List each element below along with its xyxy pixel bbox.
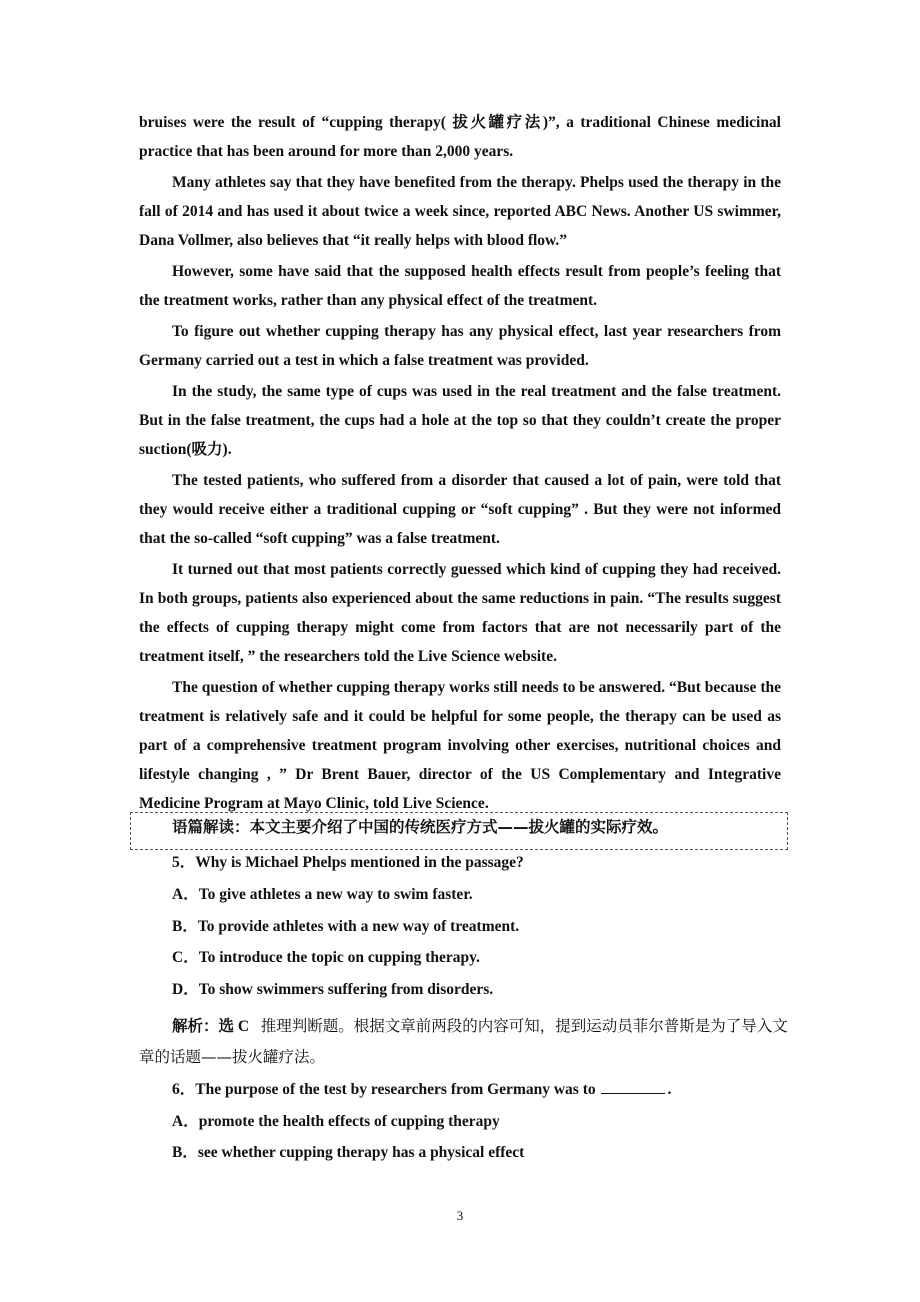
question-6-option-b: B．see whether cupping therapy has a physical effect — [172, 1144, 525, 1161]
question-5-stem: 5．Why is Michael Phelps mentioned in the passage? — [172, 854, 524, 871]
question-6-stem — [172, 1079, 671, 1101]
passage-paragraph-4: To figure out whether cupping therapy has any physical effect, last year researchers from Germany carried out a test in which a false treatment was provided. — [139, 323, 781, 369]
analysis-label: 解析： — [172, 1017, 219, 1035]
passage-body — [139, 108, 781, 820]
question-5-option-d: D．To show swimmers suffering from disorders. — [172, 981, 494, 998]
question-5-analysis — [139, 1011, 789, 1073]
question-5-option-a: A．To give athletes a new way to swim faster. — [172, 886, 473, 903]
summary-label: 语篇解读： — [172, 818, 250, 836]
passage-paragraph-5: In the study, the same type of cups was used in the real treatment and the false treatment. But in the false treatment, the cups had a hole at the top so that they couldn’t create the proper suction(吸力). — [139, 383, 781, 458]
question-6-stem-end: . — [667, 1081, 672, 1098]
passage-paragraph-6: The tested patients, who suffered from a disorder that caused a lot of pain, were told that they would receive either a traditional cupping or “soft cupping” . But they were not informed that the so-called “soft cupping” was a false treatment. — [139, 472, 781, 547]
summary-line — [172, 815, 668, 839]
passage-paragraph-8: The question of whether cupping therapy works still needs to be answered. “But because the treatment is relatively safe and it could be helpful for some people, the therapy can be used as part of a comprehensive treatment program involving other exercises, nutritional choices and lifestyle changing , ” Dr Brent Bauer, director of the US Complementary and Integrative Medicine Program at Mayo Clinic, told Live Science. — [139, 679, 781, 812]
analysis-choice: 选 C — [218, 1018, 250, 1035]
passage-paragraph-7: It turned out that most patients correctly guessed which kind of cupping they had received. In both groups, patients also experienced about the same reductions in pain. “The results suggest the effects of cupping therapy might come from factors that are not necessarily part of the treatment itself, ” the researchers told the Live Science website. — [139, 561, 781, 665]
passage-paragraph-2: Many athletes say that they have benefited from the therapy. Phelps used the therapy in the fall of 2014 and has used it about twice a week since, reported ABC News. Another US swimmer, Dana Vollmer, also believes that “it really helps with blood flow.” — [139, 174, 781, 249]
question-5-option-c: C．To introduce the topic on cupping therapy. — [172, 949, 480, 966]
passage-paragraph-3: However, some have said that the supposed health effects result from people’s feeling that the treatment works, rather than any physical effect of the treatment. — [139, 263, 781, 309]
answer-blank — [601, 1079, 665, 1094]
page-number: 3 — [456, 1208, 464, 1223]
passage-paragraph-1: bruises were the result of “cupping therapy( 拔火罐疗法)”, a traditional Chinese medicinal practice that has been around for more than 2,000 years. — [139, 114, 781, 160]
question-6-stem-text: 6．The purpose of the test by researchers from Germany was to — [172, 1081, 596, 1098]
question-6-option-a: A．promote the health effects of cupping therapy — [172, 1113, 500, 1130]
question-5-option-b: B．To provide athletes with a new way of treatment. — [172, 918, 520, 935]
summary-text: 本文主要介绍了中国的传统医疗方式——拔火罐的实际疗效。 — [249, 818, 669, 836]
analysis-text: 推理判断题。根据文章前两段的内容可知，提到运动员菲尔普斯是为了导入文章的话题——拔火罐疗法。 — [139, 1017, 788, 1066]
